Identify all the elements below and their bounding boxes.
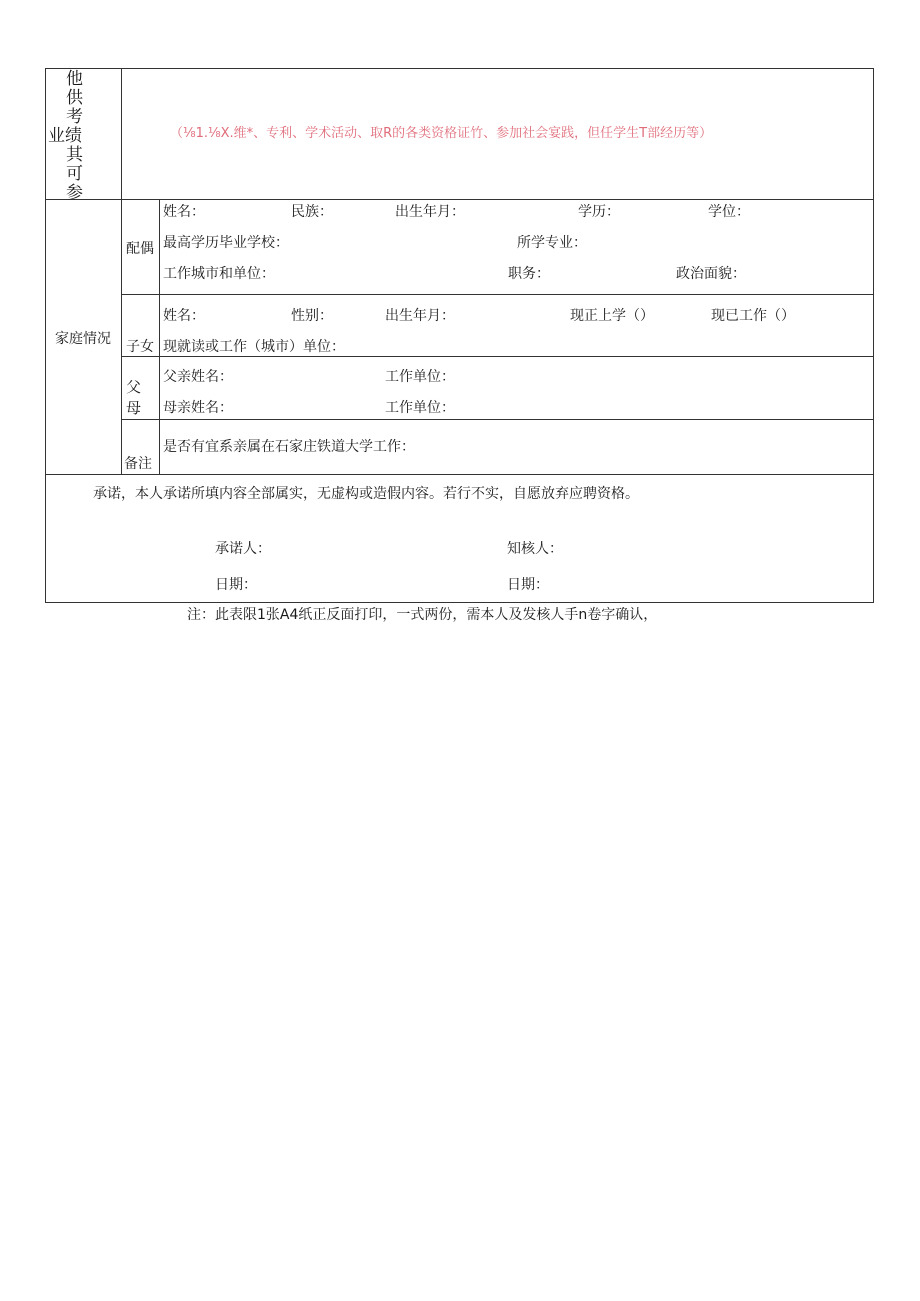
mother-name-field[interactable]: 母亲姓名： — [163, 400, 233, 416]
promiser-signature-field[interactable]: 承诺人： — [215, 541, 271, 557]
form-table — [45, 68, 874, 603]
other-label-char: 参 — [66, 183, 83, 203]
other-label-char: 其 — [66, 145, 83, 165]
other-hint: （⅛1.⅛X.维*、专利、学术活动、取R的各类资格证竹、参加社会宴践，但任学生T部经历等） — [170, 126, 713, 141]
divider — [121, 356, 874, 357]
other-label-char: 可 — [66, 164, 83, 184]
spouse-label: 配偶 — [126, 241, 154, 257]
parents-label-char: 母 — [126, 399, 142, 417]
spouse-name-field[interactable]: 姓名： — [163, 204, 205, 220]
footnote: 注：此表限1张A4纸正反面打印，一式两份，需本人及发核人手n卷字确认， — [187, 607, 658, 623]
child-studying-option[interactable]: 现正上学（） — [570, 308, 654, 324]
child-working-option[interactable]: 现已工作（） — [711, 308, 795, 324]
spouse-birth-field[interactable]: 出生年月： — [395, 204, 465, 220]
spouse-education-field[interactable]: 学历： — [578, 204, 620, 220]
pledge-statement: 承诺，本人承诺所填内容全部属实，无虚构或造假内容。若行不实，自愿放弃应聘资格。 — [93, 486, 639, 502]
divider — [159, 199, 160, 475]
verifier-date-field[interactable]: 日期： — [507, 577, 549, 593]
divider — [121, 419, 874, 420]
child-birth-field[interactable]: 出生年月： — [385, 308, 455, 324]
spouse-work-field[interactable]: 工作城市和单位： — [163, 266, 275, 282]
verifier-signature-field[interactable]: 知核人： — [507, 541, 563, 557]
other-label-char: 考 — [66, 107, 83, 127]
spouse-major-field[interactable]: 所学专业： — [517, 235, 587, 251]
other-label-char: 他 — [66, 69, 83, 89]
remark-label: 备注 — [124, 456, 152, 472]
divider — [121, 68, 122, 475]
children-label: 子女 — [126, 339, 154, 355]
child-gender-field[interactable]: 性别： — [291, 308, 333, 324]
spouse-ethnicity-field[interactable]: 民族： — [291, 204, 333, 220]
other-label-char: 业绩 — [48, 126, 82, 146]
spouse-position-field[interactable]: 职务： — [508, 266, 550, 282]
promiser-date-field[interactable]: 日期： — [215, 577, 257, 593]
divider — [121, 294, 874, 295]
father-name-field[interactable]: 父亲姓名： — [163, 369, 233, 385]
divider — [45, 474, 874, 475]
child-name-field[interactable]: 姓名： — [163, 308, 205, 324]
relatives-question-field[interactable]: 是否有宜系亲属在石家庄铁道大学工作： — [163, 439, 415, 455]
spouse-school-field[interactable]: 最高学历毕业学校： — [163, 235, 289, 251]
spouse-degree-field[interactable]: 学位： — [708, 204, 750, 220]
divider — [45, 199, 874, 200]
parents-label-char: 父 — [126, 378, 142, 396]
spouse-politics-field[interactable]: 政治面貌： — [676, 266, 746, 282]
child-unit-field[interactable]: 现就读或工作（城市）单位： — [163, 339, 345, 355]
other-label-char: 供 — [66, 88, 83, 108]
father-unit-field[interactable]: 工作单位： — [385, 369, 455, 385]
family-label: 家庭情况 — [55, 331, 111, 347]
mother-unit-field[interactable]: 工作单位： — [385, 400, 455, 416]
